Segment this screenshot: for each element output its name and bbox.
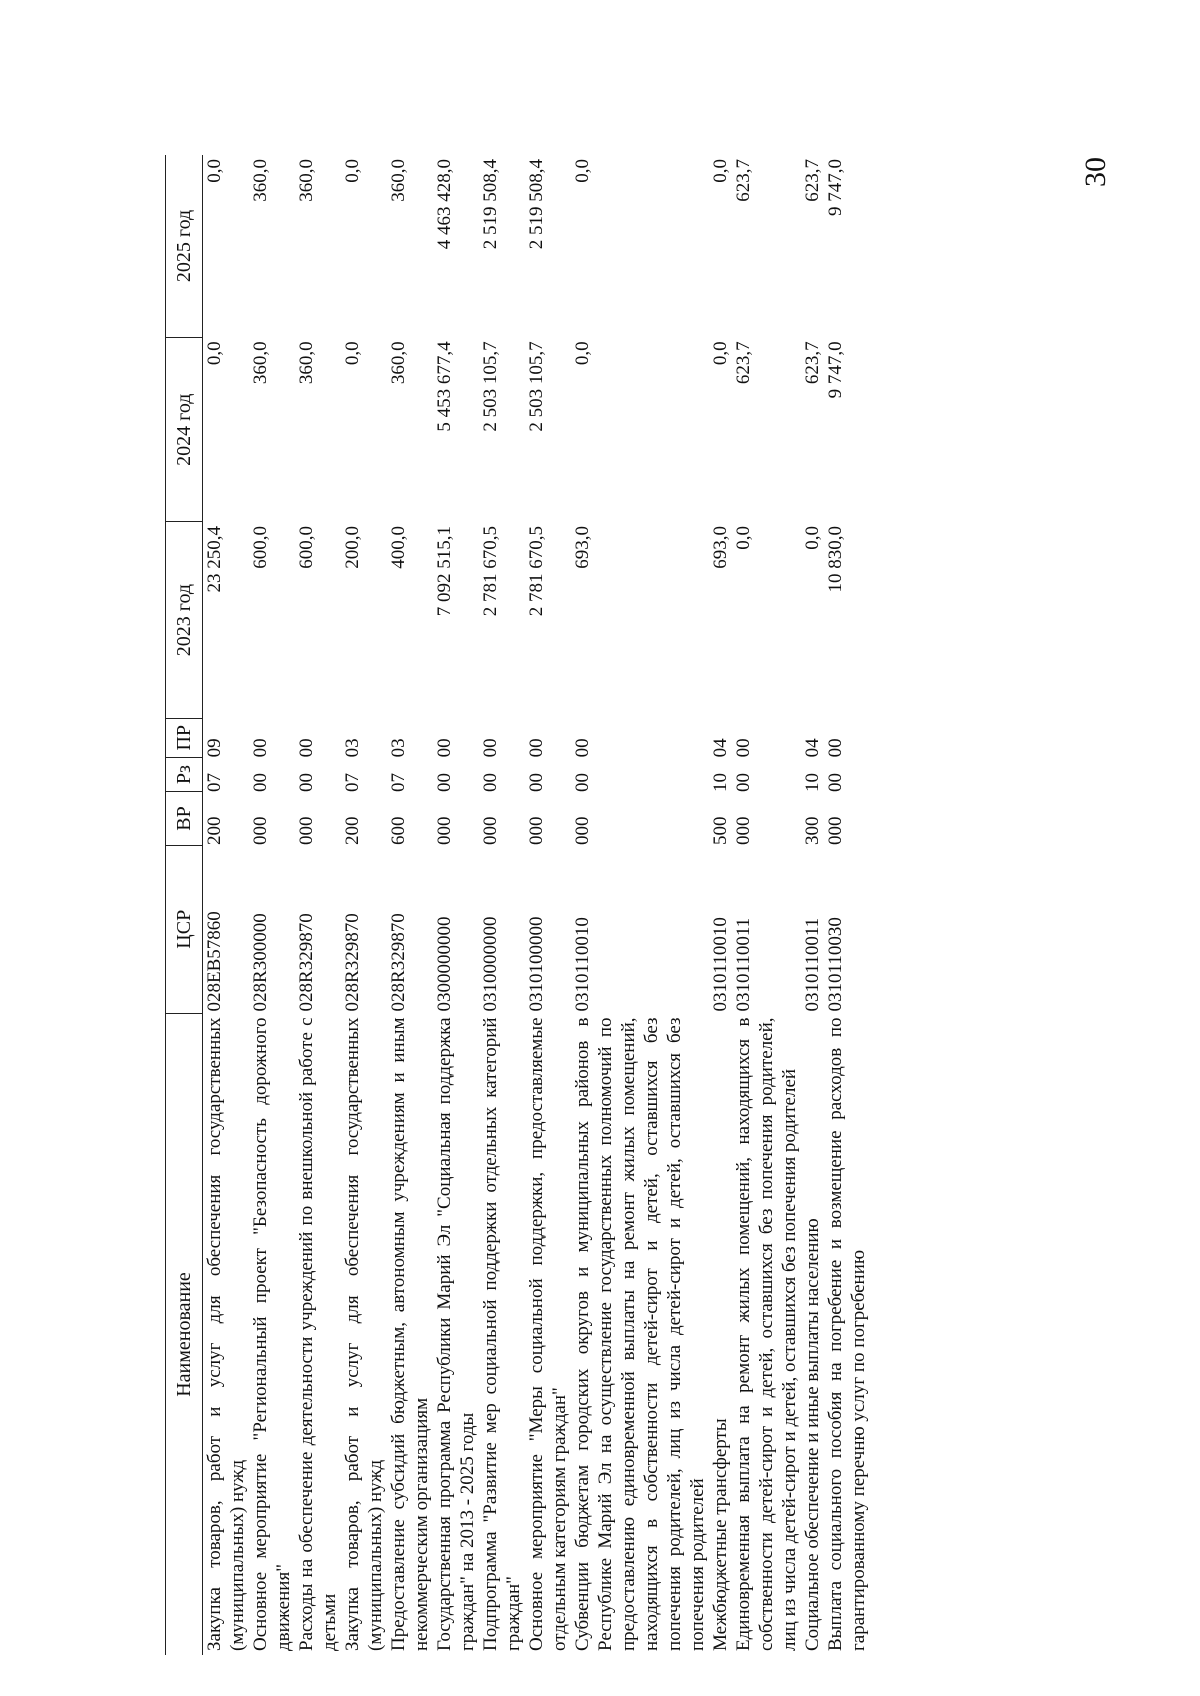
row-2024: 360,0: [250, 341, 271, 385]
row-pr: 00: [572, 738, 593, 758]
budget-table-sheet: [165, 155, 1025, 1655]
row-pr: 00: [526, 738, 547, 758]
row-2025: 623,7: [802, 159, 823, 202]
row-rz: 10: [802, 772, 823, 792]
row-2024: 5 453 677,4: [434, 341, 455, 432]
row-name: Предоставление субсидий бюджетным, автономным учреждениям и иным некоммерческим организациям: [388, 1017, 432, 1651]
row-2025: 360,0: [388, 159, 409, 202]
row-name: Выплата социального пособия на погребение и возмещение расходов по гарантированному перечню услуг по погребению: [825, 1017, 869, 1651]
header-pr: ПР: [166, 718, 203, 757]
row-name: Основное мероприятие "Региональный проект "Безопасность дорожного движения": [250, 1017, 294, 1651]
row-2025: 360,0: [250, 159, 271, 202]
row-pr: 03: [388, 738, 409, 758]
table-header: [166, 155, 203, 1655]
header-vr: ВР: [166, 792, 203, 845]
header-name: Наименование: [166, 1013, 203, 1655]
row-rz: 10: [710, 772, 731, 792]
row-2024: 623,7: [733, 341, 754, 385]
row-2024: 0,0: [572, 341, 593, 366]
row-name: Субвенции бюджетам городских округов и муниципальных районов в Республике Марий Эл на осуществление государственных полномочий по предоставлению единовременной выплаты на ремонт жилых помещений, находящихся в собственности детей-сирот и детей, оставшихся без попечения родителей, лиц из числа детей-сирот и детей, оставшихся без попечения родителей: [572, 1017, 708, 1651]
row-pr: 03: [342, 738, 363, 758]
row-2025: 0,0: [342, 159, 363, 183]
row-vr: 000: [825, 816, 846, 846]
header-2025: 2025 год: [166, 155, 203, 337]
row-rz: 07: [388, 772, 409, 792]
table-row: [341, 155, 387, 1655]
row-2023: 693,0: [710, 525, 731, 569]
row-2024: 0,0: [710, 341, 731, 366]
row-csr: 0310110011: [802, 917, 823, 1012]
row-rz: 00: [296, 772, 317, 792]
row-pr: 00: [825, 738, 846, 758]
table-row: [479, 155, 525, 1655]
row-pr: 00: [480, 738, 501, 758]
row-csr: 028R329870: [388, 913, 409, 1012]
row-name: Закупка товаров, работ и услуг для обеспечения государственных (муниципальных) нужд: [204, 1017, 248, 1651]
row-name: Государственная программа Республики Марий Эл "Социальная поддержка граждан" на 2013 - 2025 годы: [434, 1017, 478, 1651]
row-csr: 0310110030: [825, 917, 846, 1012]
row-2024: 0,0: [204, 341, 225, 366]
row-2024: 0,0: [342, 341, 363, 366]
row-csr: 0310100000: [526, 916, 547, 1012]
row-2025: 4 463 428,0: [434, 159, 455, 250]
row-vr: 000: [526, 816, 547, 846]
header-csr: ЦСР: [166, 845, 203, 1013]
row-vr: 000: [480, 816, 501, 846]
row-rz: 00: [434, 772, 455, 792]
row-csr: 0310000000: [480, 916, 501, 1012]
row-name: Основное мероприятие "Меры социальной поддержки, предоставляемые отдельным категориям граждан": [526, 1017, 570, 1651]
row-name: Единовременная выплата на ремонт жилых помещений, находящихся в собственности детей-сирот и детей, оставшихся без попечения родителей, лиц из числа детей-сирот и детей, оставшихся без попечения родителей: [733, 1017, 800, 1651]
row-vr: 500: [710, 816, 731, 846]
row-2024: 9 747,0: [825, 341, 846, 399]
row-pr: 00: [434, 738, 455, 758]
row-pr: 04: [710, 738, 731, 758]
row-2025: 360,0: [296, 159, 317, 202]
row-pr: 00: [733, 738, 754, 758]
row-vr: 000: [296, 816, 317, 846]
row-pr: 09: [204, 738, 225, 758]
row-2024: 360,0: [296, 341, 317, 385]
row-vr: 200: [204, 816, 225, 846]
row-vr: 000: [572, 816, 593, 846]
row-2023: 0,0: [733, 525, 754, 550]
row-csr: 0310110010: [710, 917, 731, 1012]
row-2023: 600,0: [250, 525, 271, 569]
table-row: [203, 155, 250, 1655]
row-csr: 0310110011: [733, 917, 754, 1012]
row-csr: 028R329870: [296, 913, 317, 1012]
row-csr: 028R329870: [342, 913, 363, 1012]
row-2025: 9 747,0: [825, 159, 846, 216]
row-2023: 23 250,4: [204, 525, 225, 593]
row-rz: 07: [204, 772, 225, 792]
row-name: Социальное обеспечение и иные выплаты населению: [802, 1218, 823, 1651]
row-2023: 600,0: [296, 525, 317, 569]
row-2023: 2 781 670,5: [480, 525, 501, 617]
row-2023: 400,0: [388, 525, 409, 569]
table-row: [801, 155, 824, 1655]
table-row: [433, 155, 479, 1655]
table-row: [709, 155, 732, 1655]
header-2023: 2023 год: [166, 522, 203, 718]
row-csr: 028R300000: [250, 913, 271, 1012]
row-rz: 00: [572, 772, 593, 792]
table-row: [732, 155, 801, 1655]
row-rz: 00: [825, 772, 846, 792]
row-rz: 00: [480, 772, 501, 792]
row-pr: 00: [296, 738, 317, 758]
page-number: 30: [1079, 157, 1112, 187]
row-2024: 360,0: [388, 341, 409, 385]
row-2025: 2 519 508,4: [526, 159, 547, 250]
row-2024: 2 503 105,7: [480, 341, 501, 432]
row-2025: 623,7: [733, 159, 754, 202]
row-2024: 2 503 105,7: [526, 341, 547, 432]
row-2023: 200,0: [342, 525, 363, 569]
table-row: [824, 155, 870, 1655]
row-vr: 000: [733, 816, 754, 846]
row-vr: 600: [388, 816, 409, 846]
table-row: [525, 155, 571, 1655]
table-row: [249, 155, 295, 1655]
row-2025: 0,0: [710, 159, 731, 183]
header-2024: 2024 год: [166, 337, 203, 522]
row-rz: 07: [342, 772, 363, 792]
row-2023: 2 781 670,5: [526, 525, 547, 617]
row-name: Подпрограмма "Развитие мер социальной поддержки отдельных категорий граждан": [480, 1017, 524, 1651]
row-rz: 00: [526, 772, 547, 792]
row-2024: 623,7: [802, 341, 823, 385]
row-pr: 00: [250, 738, 271, 758]
row-2025: 2 519 508,4: [480, 159, 501, 250]
row-2025: 0,0: [204, 159, 225, 183]
row-csr: 028EB57860: [204, 911, 225, 1012]
header-rz: Рз: [166, 757, 203, 792]
row-vr: 200: [342, 816, 363, 846]
table-row: [387, 155, 433, 1655]
row-vr: 300: [802, 816, 823, 846]
row-2023: 0,0: [802, 525, 823, 550]
row-name: Закупка товаров, работ и услуг для обеспечения государственных (муниципальных) нужд: [342, 1017, 386, 1651]
row-2023: 7 092 515,1: [434, 525, 455, 617]
row-2023: 10 830,0: [825, 525, 846, 593]
row-2025: 0,0: [572, 159, 593, 183]
row-vr: 000: [434, 816, 455, 846]
row-name: Расходы на обеспечение деятельности учреждений по внешкольной работе с детьми: [296, 1017, 340, 1651]
row-rz: 00: [733, 772, 754, 792]
row-pr: 04: [802, 738, 823, 758]
row-2023: 693,0: [572, 525, 593, 569]
row-name: Межбюджетные трансферты: [710, 1418, 731, 1651]
budget-table: [165, 155, 870, 1655]
table-row: [571, 155, 709, 1655]
row-csr: 0300000000: [434, 916, 455, 1012]
row-csr: 0310110010: [572, 917, 593, 1012]
table-row: [295, 155, 341, 1655]
row-rz: 00: [250, 772, 271, 792]
row-vr: 000: [250, 816, 271, 846]
